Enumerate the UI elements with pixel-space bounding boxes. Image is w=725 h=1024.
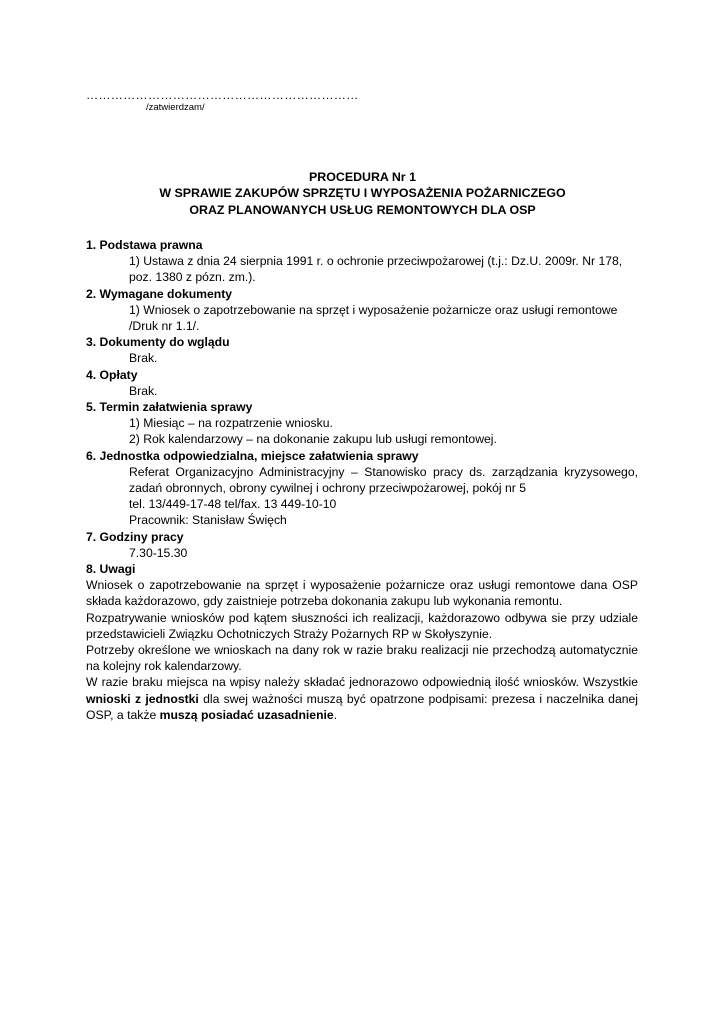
section-8-paragraph-4 [86,674,638,723]
approval-signature-line: ………………………………………………………… [86,88,359,102]
section-3-line-1: Brak. [129,351,158,366]
section-8-paragraph-3: Potrzeby określone we wnioskach na dany rok w razie braku realizacji nie przechodzą automatycznie na kolejny rok kalendarzowy. [86,643,638,674]
section-4-line-1: Brak. [129,383,158,398]
section-5-line-1: 1) Miesiąc – na rozpatrzenie wniosku. [129,416,333,431]
section-8-paragraph-2: Rozpatrywanie wniosków pod kątem słuszności ich realizacji, każdorazowo odbywa sie przy udziale przedstawicieli Związku Ochotniczych Straży Pożarnych RP w Skołyszynie. [86,610,638,641]
document-body [86,237,638,723]
section-5-heading: 5. Termin załatwienia sprawy [86,400,253,415]
title-line-2: W SPRAWIE ZAKUPÓW SPRZĘTU I WYPOSAŻENIA POŻARNICZEGO [159,186,566,201]
section-4-heading: 4. Opłaty [86,367,138,382]
p4-bold-wnioski: wnioski z jednostki [86,691,199,706]
section-5-line-2: 2) Rok kalendarzowy – na dokonanie zakupu lub usługi remontowej. [129,432,497,447]
section-6-phone: tel. 13/449-17-48 tel/fax. 13 449-10-10 [129,497,337,512]
p4-text-c: dla swej ważności muszą być opatrzone podpisami: prezesa i naczelnika danej OSP, a także [86,691,639,722]
p4-text-e: . [333,707,338,722]
section-3-heading: 3. Dokumenty do wglądu [86,335,230,350]
section-2-line-2: /Druk nr 1.1/. [129,319,200,334]
section-2-heading: 2. Wymagane dokumenty [86,286,233,301]
p4-text-a: W razie braku miejsca na wpisy należy składać jednorazowo odpowiednią ilość wniosków. Wszystkie [86,675,638,690]
section-8-paragraph-1: Wniosek o zapotrzebowanie na sprzęt i wyposażenie pożarnicze oraz usługi remontowe dana OSP składa każdorazowo, gdy zaistnieje potrzeba dokonania zakupu lub wykonania remontu. [86,578,638,609]
section-2-line-1: 1) Wniosek o zapotrzebowanie na sprzęt i wyposażenie pożarnicze oraz usługi remontowe [129,302,618,317]
section-8-heading: 8. Uwagi [86,562,136,577]
approval-label: /zatwierdzam/ [146,102,205,113]
document-title [0,169,725,218]
section-7-heading: 7. Godziny pracy [86,529,184,544]
section-1-line-2: poz. 1380 z pózn. zm.). [129,270,256,285]
section-7-line-1: 7.30-15.30 [129,545,188,560]
title-line-1: PROCEDURA Nr 1 [309,170,416,184]
section-6-worker: Pracownik: Stanisław Święch [129,513,287,528]
p4-bold-uzasadnienie: muszą posiadać uzasadnienie [159,707,334,722]
section-1-line-1: 1) Ustawa z dnia 24 sierpnia 1991 r. o ochronie przeciwpożarowej (t.j.: Dz.U. 2009r. Nr 178, [129,254,623,269]
section-1-heading: 1. Podstawa prawna [86,238,203,252]
title-line-3: ORAZ PLANOWANYCH USŁUG REMONTOWYCH DLA OSP [189,202,536,217]
section-6-heading: 6. Jednostka odpowiedzialna, miejsce załatwienia sprawy [86,448,419,463]
section-6-unit: Referat Organizacyjno Administracyjny – Stanowisko pracy ds. zarządzania kryzysowego, zadań obronnych, obrony cywilnej i ochrony przeciwpożarowej, pokój nr 5 [129,464,638,496]
